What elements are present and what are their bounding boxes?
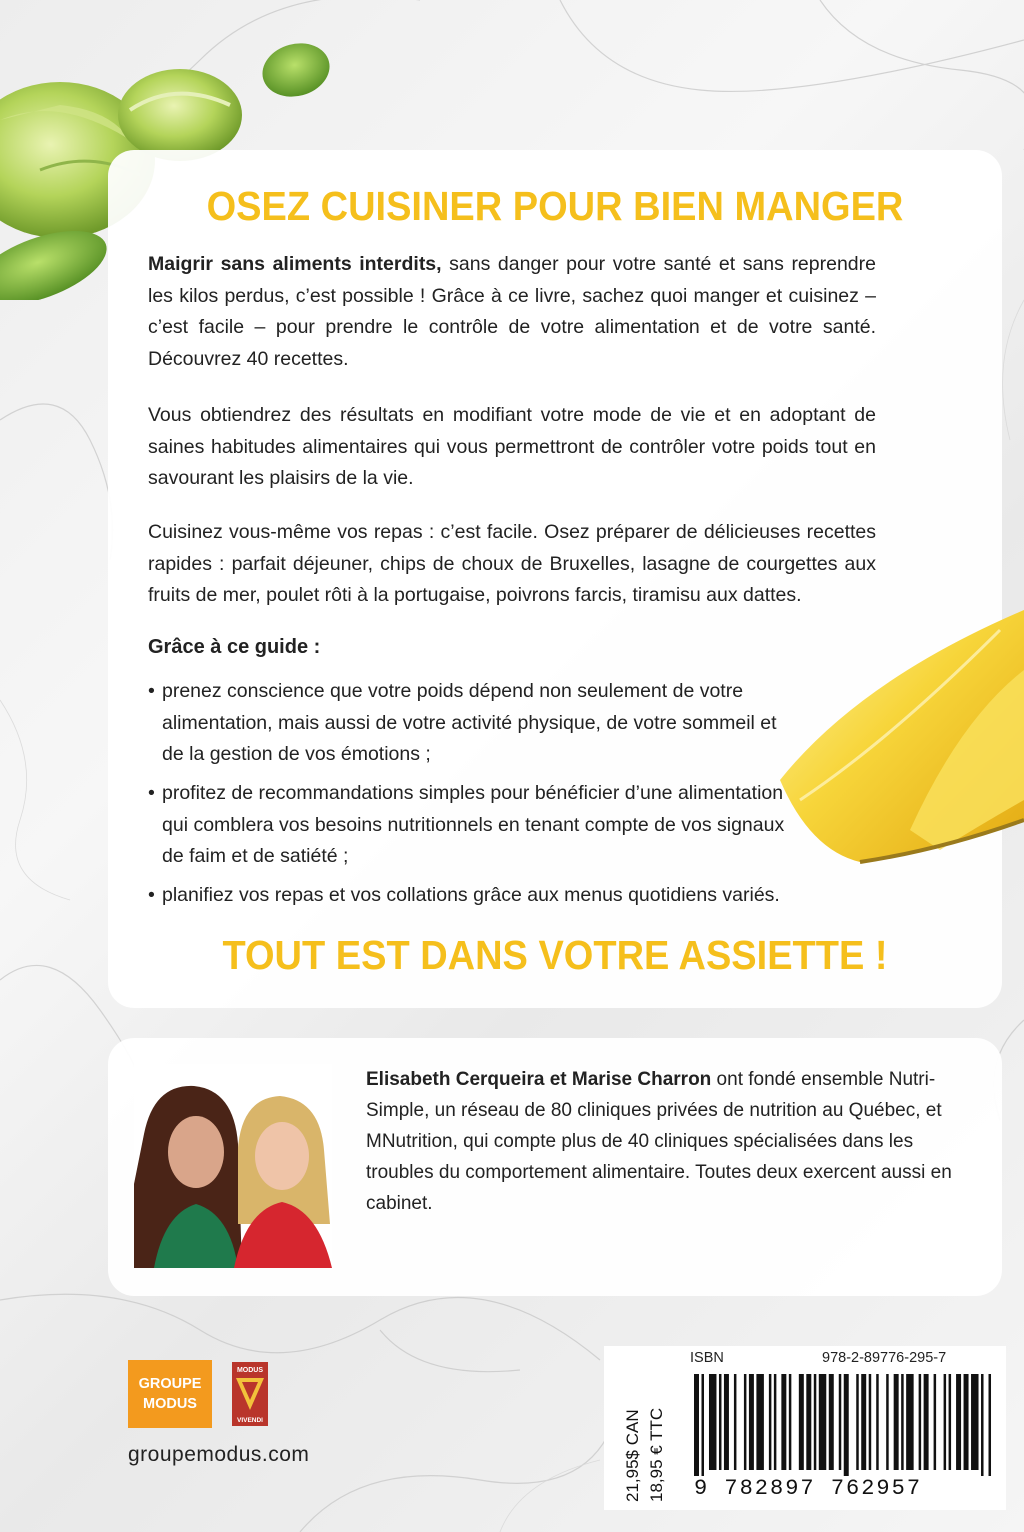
author-photo [134,1064,332,1268]
barcode-bar [964,1374,969,1470]
barcode-bar [839,1374,842,1470]
barcode-bar [844,1374,849,1476]
logo-line-groupe: GROUPE [138,1376,202,1392]
barcode-bar [744,1374,747,1470]
list-item [148,676,788,771]
barcode-bar [694,1374,699,1476]
barcode-bar [949,1374,952,1470]
barcode-bar [971,1374,978,1470]
barcode-bar [719,1374,722,1470]
list-item [148,880,848,912]
isbn-label: ISBN [690,1350,724,1366]
barcode-bar [894,1374,899,1470]
barcode-bar [829,1374,834,1470]
barcode-bar [876,1374,879,1470]
barcode-bar [906,1374,913,1470]
author-bio-text: ont fondé ensemble Nutri-Simple, un réseau de 80 cliniques privées de nutrition au Québec, et MNutrition, qui compte plus de 40 cliniques spécialisées dans les troubles du comportement alimentaire. Toutes deux exercent aussi en cabinet. [366,1069,952,1214]
barcode-bar [856,1374,859,1470]
barcode-bar [734,1374,737,1470]
barcode-bar [806,1374,811,1470]
price-block [612,1346,672,1506]
logo-line-modus: MODUS [143,1396,197,1412]
list-item-text: planifiez vos repas et vos collations grâce aux menus quotidiens variés. [162,884,780,906]
groupe-modus-logo [128,1360,212,1428]
recipes-paragraph: Cuisinez vous-même vos repas : c’est facile. Osez préparer de délicieuses recettes rapides : parfait déjeuner, chips de choux de Bruxelles, lasagne de courgettes aux fruits de mer, poulet rôti à la portugaise, poivrons farcis, tiramisu aux dattes. [148,521,876,606]
intro-text: sans danger pour votre santé et sans reprendre les kilos perdus, c’est possible ! Grâce à ce livre, sachez quoi manger et cuisinez – c’est facile – pour prendre le contrôle de votre alimentation et de votre santé. Découvrez 40 recettes. [148,253,876,370]
bullet-icon: • [148,884,155,906]
barcode-bar [774,1374,777,1470]
list-item-text: profitez de recommandations simples pour bénéficier d’une alimentation qui comblera vos besoins nutritionnels en tenant compte de vos signaux de faim et de satiété ; [162,782,785,867]
barcode-bar [981,1374,984,1476]
intro-paragraph [148,249,876,375]
intro-bold-lead: Maigrir sans aliments interdits, [148,253,442,275]
list-item [148,778,788,873]
barcode-bar [756,1374,763,1470]
barcode-bar [819,1374,826,1470]
barcode-bar [886,1374,889,1470]
price-eur: 18,95 € TTC [647,1407,666,1502]
logo-modus-text: MODUS [236,1367,264,1374]
barcode-digits: 9 782897 762957 [694,1476,923,1501]
bullet-icon: • [148,782,155,804]
barcode-bar [919,1374,922,1470]
bullet-icon: • [148,680,155,702]
barcode-bar [781,1374,786,1470]
modus-vivendi-logo [232,1362,268,1426]
barcode-bar [934,1374,937,1470]
author-bio [366,1064,966,1219]
barcode-bar [814,1374,817,1470]
barcode-bar [749,1374,754,1470]
isbn-barcode [692,1374,998,1476]
results-paragraph: Vous obtiendrez des résultats en modifiant votre mode de vie et en adoptant de saines habitudes alimentaires qui vous permettront de contrôler votre poids tout en savourant les plaisirs de la vie. [148,404,876,489]
barcode-bar [724,1374,729,1470]
author-names: Elisabeth Cerqueira et Marise Charron [366,1069,712,1090]
barcode-bar [861,1374,866,1470]
barcode-bar [944,1374,947,1470]
headline-bottom: TOUT EST DANS VOTRE ASSIETTE ! [222,933,888,979]
headline-top: OSEZ CUISINER POUR BIEN MANGER [206,184,904,230]
barcode-bar [924,1374,929,1470]
price-can: 21,95$ CAN [623,1409,642,1502]
list-item-text: prenez conscience que votre poids dépend non seulement de votre alimentation, mais aussi de votre activité physique, de votre sommeil et de la gestion de vos émotions ; [162,680,777,765]
guide-title: Grâce à ce guide : [148,636,321,658]
barcode-bar [701,1374,704,1476]
barcode-bar [789,1374,792,1470]
barcode-bar [869,1374,872,1470]
barcode-bar [989,1374,992,1476]
barcode-bar [769,1374,772,1470]
barcode-bar [901,1374,904,1470]
website-link[interactable]: groupemodus.com [128,1443,310,1466]
barcode-bar [709,1374,716,1470]
barcode-bar [956,1374,961,1470]
logo-vivendi-text: VIVENDI [236,1417,264,1424]
barcode-bar [799,1374,804,1470]
isbn-number: 978-2-89776-295-7 [822,1350,947,1366]
